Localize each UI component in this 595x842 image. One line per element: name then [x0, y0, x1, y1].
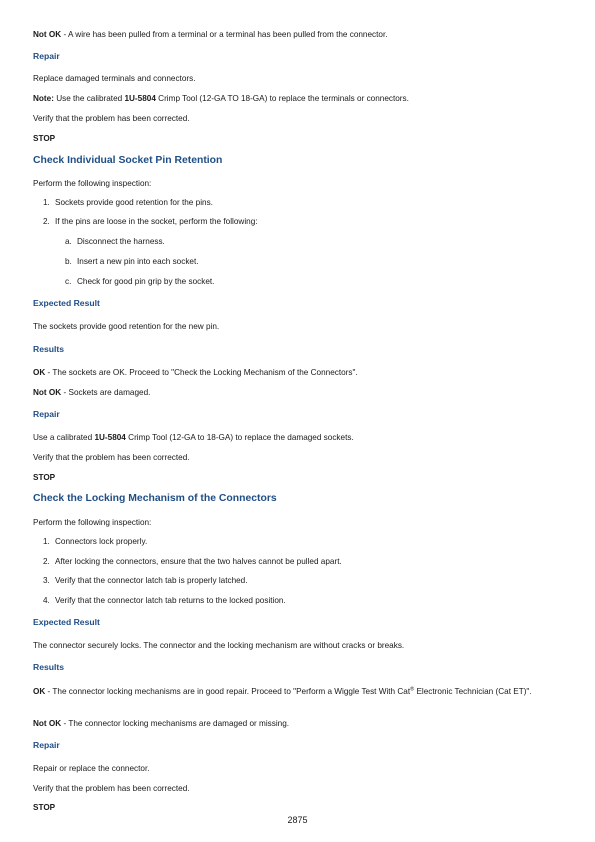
page-number: 2875	[287, 815, 308, 825]
ok-label: OK	[33, 687, 46, 696]
step-number: 4.	[43, 596, 50, 605]
repair-text-1: Replace damaged terminals and connectors.	[33, 74, 196, 83]
step-text: Verify that the connector latch tab is properly latched.	[55, 576, 248, 585]
intro-text-2: Perform the following inspection:	[33, 179, 152, 188]
step-item	[43, 575, 555, 586]
step-text: After locking the connectors, ensure that the two halves cannot be pulled apart.	[55, 557, 342, 566]
notok-line-2	[33, 387, 555, 398]
stop-1: STOP	[33, 134, 56, 143]
repair-post: Crimp Tool (12-GA to 18-GA) to replace the damaged sockets.	[125, 433, 354, 442]
repair-heading-2: Repair	[33, 409, 60, 419]
expected-result-text-3: The connector securely locks. The connector and the locking mechanism are without cracks or breaks.	[33, 641, 405, 650]
notok-line-3	[33, 718, 555, 729]
repair-text-2	[33, 432, 555, 443]
note-part-number: 1U-5804	[124, 94, 156, 103]
step-text: Connectors lock properly.	[55, 537, 148, 546]
repair-part-number: 1U-5804	[94, 433, 126, 442]
ok-label: OK	[33, 368, 46, 377]
stop-2: STOP	[33, 473, 56, 482]
registered-mark: ®	[410, 686, 415, 693]
step-item	[43, 197, 555, 208]
substep-letter: a.	[65, 237, 72, 246]
results-heading-3: Results	[33, 662, 65, 672]
stop-3: STOP	[33, 803, 56, 812]
notok-label: Not OK	[33, 719, 62, 728]
step-text: If the pins are loose in the socket, perform the following:	[55, 217, 258, 226]
verify-text-1: Verify that the problem has been corrected.	[33, 114, 190, 123]
note-pre: Use the calibrated	[53, 94, 125, 103]
step-number: 2.	[43, 217, 50, 226]
step-item	[43, 536, 555, 547]
repair-heading-1: Repair	[33, 51, 60, 61]
step-number: 1.	[43, 198, 50, 207]
notok-text: - Sockets are damaged.	[61, 388, 151, 397]
step-item	[43, 595, 555, 606]
substep-letter: c.	[65, 277, 72, 286]
notok-label: Not OK	[33, 30, 62, 39]
step-number: 1.	[43, 537, 50, 546]
substep-text: Check for good pin grip by the socket.	[77, 277, 215, 286]
note-line	[33, 93, 555, 104]
section-title-socket-pin-retention: Check Individual Socket Pin Retention	[33, 155, 223, 166]
ok-text-b: Electronic Technician (Cat ET)".	[414, 687, 532, 696]
note-label: Note:	[33, 94, 54, 103]
intro-text-3: Perform the following inspection:	[33, 518, 152, 527]
expected-result-heading-2: Expected Result	[33, 298, 100, 308]
verify-text-2: Verify that the problem has been corrected.	[33, 453, 190, 462]
ok-text-a: - The connector locking mechanisms are in good repair. Proceed to "Perform a Wiggle Test With Cat	[45, 687, 411, 696]
repair-text-3: Repair or replace the connector.	[33, 764, 150, 773]
substep-item	[65, 276, 555, 287]
ok-line-2	[33, 367, 555, 378]
verify-text-3: Verify that the problem has been corrected.	[33, 784, 190, 793]
step-item	[43, 216, 555, 227]
section-title-locking-mechanism: Check the Locking Mechanism of the Connectors	[33, 493, 277, 504]
notok-label: Not OK	[33, 388, 62, 397]
substep-item	[65, 236, 555, 247]
notok-line-1	[33, 29, 555, 40]
note-post: Crimp Tool (12-GA TO 18-GA) to replace the terminals or connectors.	[155, 94, 409, 103]
step-number: 2.	[43, 557, 50, 566]
expected-result-text-2: The sockets provide good retention for the new pin.	[33, 322, 220, 331]
notok-text: - The connector locking mechanisms are damaged or missing.	[61, 719, 290, 728]
ok-line-3	[33, 686, 555, 697]
step-number: 3.	[43, 576, 50, 585]
expected-result-heading-3: Expected Result	[33, 617, 100, 627]
step-text: Verify that the connector latch tab returns to the locked position.	[55, 596, 286, 605]
step-item	[43, 556, 555, 567]
repair-heading-3: Repair	[33, 740, 60, 750]
ok-text: - The sockets are OK. Proceed to "Check the Locking Mechanism of the Connectors".	[45, 368, 358, 377]
results-heading-2: Results	[33, 344, 65, 354]
notok-text: - A wire has been pulled from a terminal or a terminal has been pulled from the connector.	[61, 30, 388, 39]
substep-letter: b.	[65, 257, 72, 266]
substep-text: Disconnect the harness.	[77, 237, 165, 246]
step-text: Sockets provide good retention for the pins.	[55, 198, 213, 207]
substep-text: Insert a new pin into each socket.	[77, 257, 199, 266]
substep-item	[65, 256, 555, 267]
repair-pre: Use a calibrated	[33, 433, 95, 442]
